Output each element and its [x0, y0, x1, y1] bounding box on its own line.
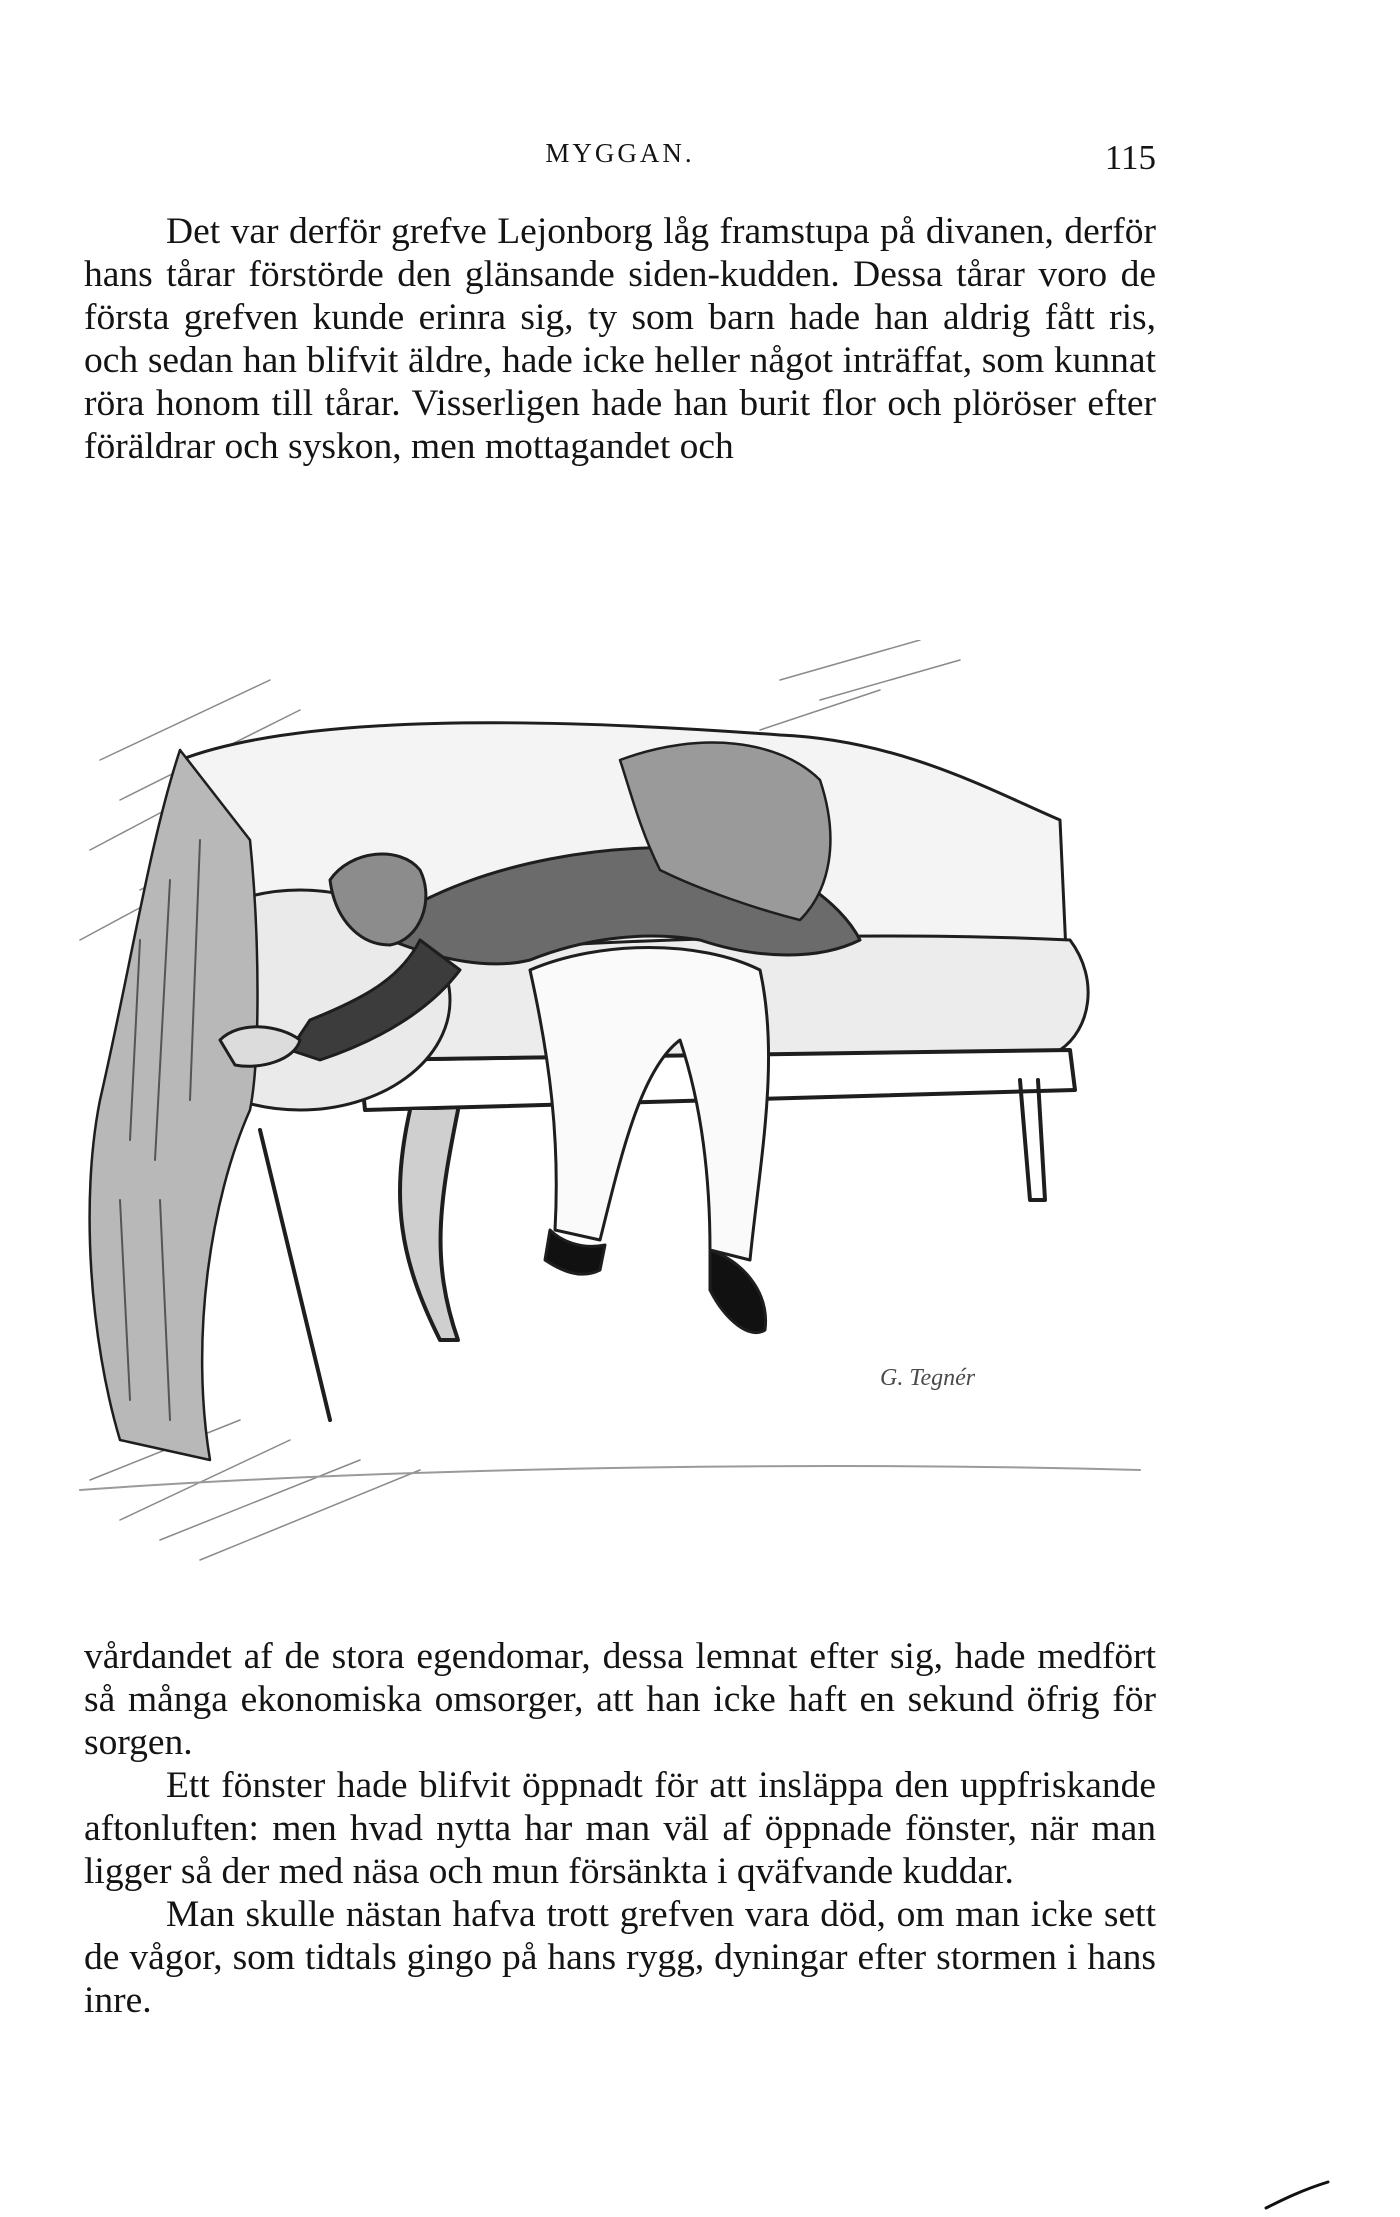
paragraph-2: Ett fönster hade blifvit öppnadt för att insläppa den uppfriskande aftonluften: men hvad nytta har man väl af öppnade fönster, när man ligger så der med näsa och mun försänkta i qväfvande kuddar. — [84, 1765, 1156, 1892]
paragraph-3: Man skulle nästan hafva trott grefven vara död, om man icke sett de vågor, som tidtals gingo på hans rygg, dyningar efter stormen i hans inre. — [84, 1894, 1156, 2021]
shoe-back — [710, 1250, 766, 1333]
page-number: 115 — [1104, 138, 1156, 177]
illustration-drawing — [60, 640, 1170, 1570]
running-head — [84, 138, 1156, 188]
illustration-signature: G. Tegnér — [880, 1365, 976, 1391]
illustration — [60, 640, 1170, 1570]
divan-leg-right — [1020, 1080, 1045, 1200]
floor-line — [80, 1466, 1140, 1490]
text-block-top — [84, 210, 1156, 468]
divan-leg-left — [400, 1110, 458, 1340]
text-block-bottom — [84, 1635, 1156, 2022]
paragraph-continuation: vårdandet af de stora egendomar, dessa lemnat efter sig, hade medfört så många ekonomiska omsorger, att han icke haft en sekund öfrig för sorgen. — [84, 1636, 1156, 1763]
stray-pen-mark — [1262, 2180, 1332, 2210]
chair-leg — [260, 1130, 330, 1420]
paragraph-1: Det var derför grefve Lejonborg låg framstupa på divanen, derför hans tårar förstörde den glänsande siden-kudden. Dessa tårar voro de första grefven kunde erinra sig, ty som barn hade han aldrig fått ris, och sedan han blifvit äldre, hade icke heller något inträffat, som kunnat röra honom till tårar. Visserligen hade han burit flor och plöröser efter föräldrar och syskon, men mottagandet och — [84, 211, 1156, 467]
draped-fabric — [90, 750, 258, 1460]
running-title: MYGGAN. — [545, 138, 695, 168]
